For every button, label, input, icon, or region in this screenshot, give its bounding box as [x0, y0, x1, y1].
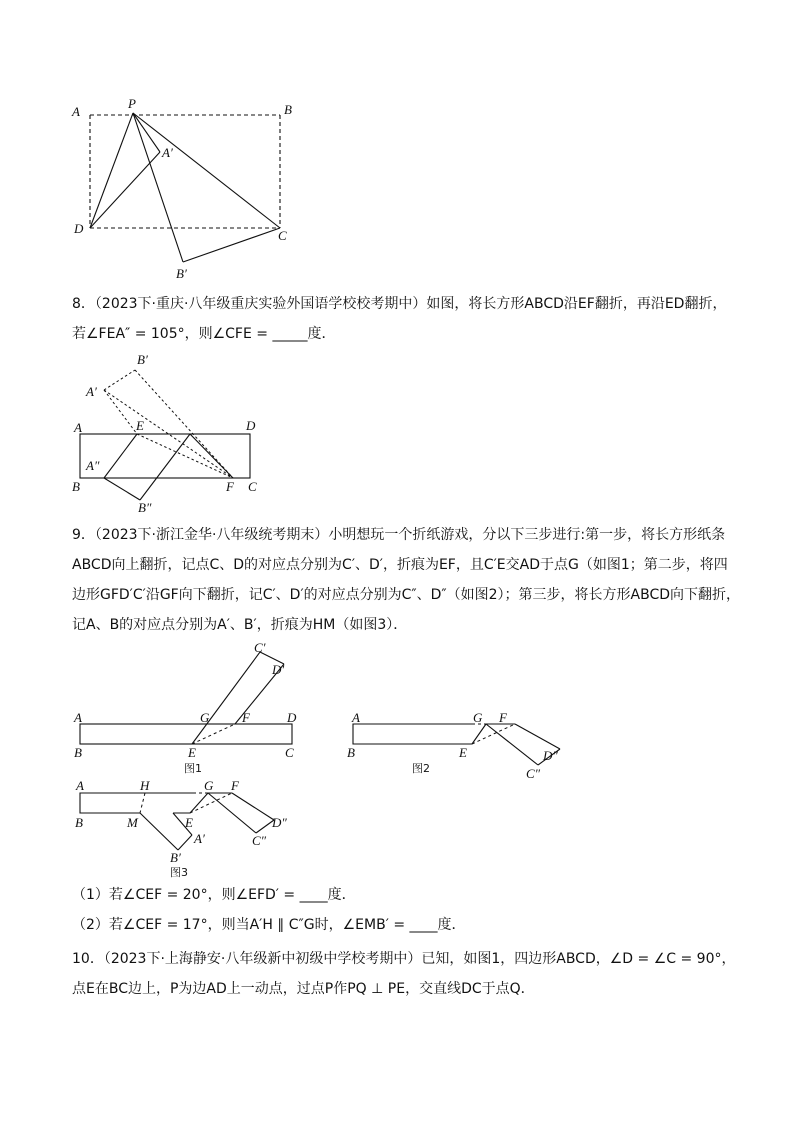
- fig1-label-C: C: [285, 745, 294, 760]
- figure-fold-top: [0, 0, 794, 300]
- q9-line-1: 9．（2023下·浙江金华·八年级统考期末）小明想玩一个折纸游戏，分以下三步进行:第一步，将长方形纸条: [72, 527, 726, 543]
- fig3-label-B-prime: B′: [170, 850, 181, 865]
- q8-label-E: E: [136, 418, 144, 433]
- fig1-caption: 图1: [184, 762, 202, 775]
- q9-subquestions: [72, 880, 732, 940]
- question-8: [72, 289, 732, 349]
- fig1-label-A: A: [74, 710, 82, 725]
- fig3-label-D-double-prime: D″: [272, 815, 287, 830]
- q8-label-A: A: [74, 420, 82, 435]
- q8-label-B: B: [72, 479, 80, 494]
- label-P: P: [128, 96, 136, 111]
- label-C: C: [278, 228, 287, 243]
- question-9: [72, 520, 741, 640]
- fig2-label-G: G: [473, 710, 483, 725]
- fig2-label-B: B: [347, 745, 355, 760]
- q8-label-F: F: [226, 479, 234, 494]
- fig2-label-A: A: [352, 710, 360, 725]
- fig2-label-F: F: [499, 710, 507, 725]
- q10-line-1: 10．（2023下·上海静安·八年级新中初级中学校考期中）已知，如图1，四边形ABCD，∠D = ∠C = 90°，: [72, 951, 736, 967]
- label-B: B: [284, 102, 292, 117]
- fig1-label-E: E: [188, 745, 196, 760]
- fig3-caption: 图3: [170, 866, 188, 879]
- q9-sub-1: （1）若∠CEF = 20°，则∠EFD′ = ____度．: [72, 887, 356, 903]
- q8-label-D: D: [246, 418, 256, 433]
- fig3-label-G: G: [204, 778, 214, 793]
- label-A: A: [72, 104, 80, 119]
- fig3-label-M: M: [127, 815, 138, 830]
- fig2-label-C-double-prime: C″: [526, 766, 541, 781]
- fig1-label-C-prime: C′: [254, 640, 266, 655]
- q9-sub-2: （2）若∠CEF = 17°，则当A′H ∥ C″G时，∠EMB′ = ____度．: [72, 917, 466, 933]
- q8-label-A-double-prime: A″: [86, 458, 100, 473]
- q9-line-3: 边形GFD′C′沿GF向下翻折，记C′、D′的对应点分别为C″、D″（如图2）；第三步，将长方形ABCD向下翻折，: [72, 587, 741, 603]
- q10-line-2: 点E在BC边上，P为边AD上一动点，过点P作PQ ⊥ PE，交直线DC于点Q．: [72, 981, 535, 997]
- figure-q8: [0, 350, 794, 520]
- q8-line-1: 8．（2023下·重庆·八年级重庆实验外国语学校校考期中）如图，将长方形ABCD沿EF翻折，再沿ED翻折，: [72, 296, 727, 312]
- label-D: D: [74, 221, 84, 236]
- fig2-label-D-double-prime: D″: [543, 748, 558, 763]
- label-A-prime: A′: [162, 145, 173, 160]
- fig1-label-D: D: [287, 710, 297, 725]
- fig3-label-A-prime: A′: [194, 831, 205, 846]
- q9-line-4: 记A、B的对应点分别为A′、B′，折痕为HM（如图3）．: [72, 617, 408, 633]
- fig2-label-E: E: [459, 745, 467, 760]
- q8-label-C: C: [248, 479, 257, 494]
- q9-line-2: ABCD向上翻折，记点C、D的对应点分别为C′、D′，折痕为EF，且C′E交AD于点G（如图1；第二步，将四: [72, 557, 728, 573]
- question-10: [72, 944, 736, 1004]
- q8-line-2: 若∠FEA″ = 105°，则∠CFE = _____度．: [72, 326, 336, 342]
- fig3-label-B: B: [75, 815, 83, 830]
- fig1-label-B: B: [74, 745, 82, 760]
- fig3-label-A: A: [76, 778, 84, 793]
- fig1-label-G: G: [200, 710, 210, 725]
- fig3-label-C-double-prime: C″: [252, 833, 267, 848]
- fig3-label-H: H: [140, 778, 150, 793]
- fig3-label-E: E: [185, 815, 193, 830]
- q8-label-A-prime: A′: [86, 384, 97, 399]
- q8-label-B-double-prime: B″: [138, 500, 152, 515]
- label-B-prime: B′: [176, 266, 187, 281]
- figure-q9: [0, 640, 794, 880]
- fig2-caption: 图2: [412, 762, 430, 775]
- q9-figure-1: [73, 640, 297, 775]
- q8-label-B-prime: B′: [137, 352, 148, 367]
- q9-figure-2: [347, 710, 560, 781]
- fig1-label-D-prime: D′: [272, 662, 285, 677]
- fig3-label-F: F: [231, 778, 239, 793]
- fig1-label-F: F: [242, 710, 250, 725]
- q9-figure-3: [75, 778, 287, 879]
